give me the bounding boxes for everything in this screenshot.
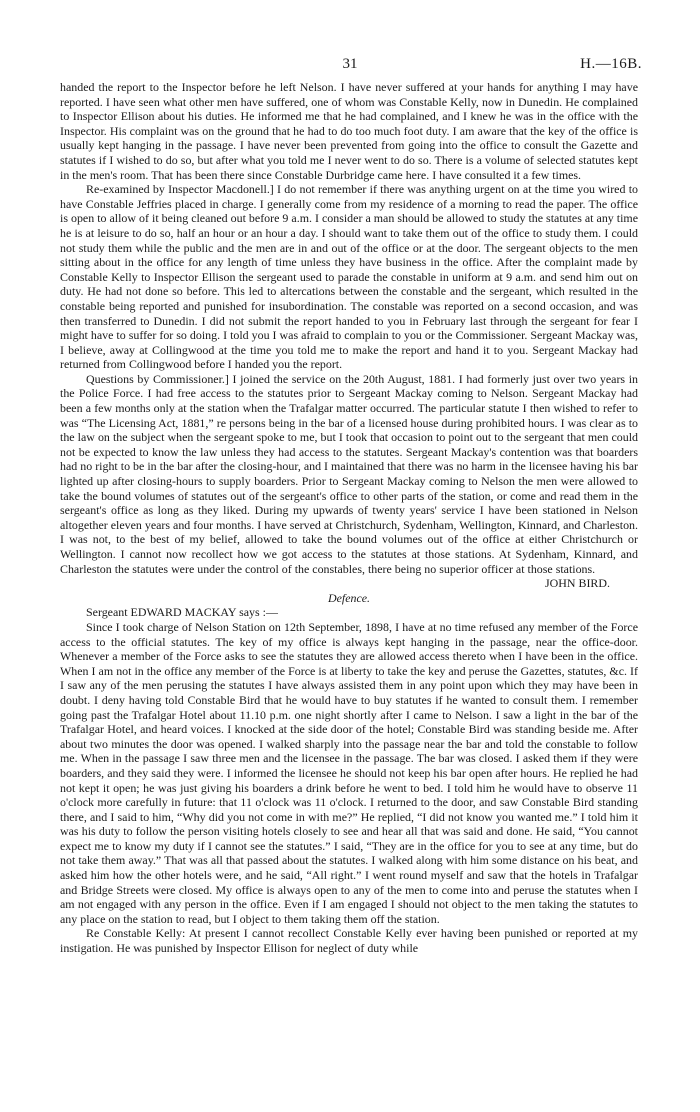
document-body: [60, 80, 638, 956]
signature-row: [60, 576, 638, 591]
paragraph-speaker: Sergeant EDWARD MACKAY says :—: [86, 605, 278, 620]
paragraph-re-examined: Re-examined by Inspector Macdonell.] I do not remember if there was anything urgent on at the time you wired to have Constable Jeffries placed in charge. I generally come from my residence of a morning to read the paper. The office is open to allow of it being cleaned out before 9 a.m. I consider a man should be allowed to study the statutes at any time he is at leisure to do so, half an hour or an hour a day. I should want to take them out of the office to study them. I could not study them while the public and the men are in and out of the office or at the door. The sergeant objects to the men sitting about in the office for any length of time unless they have business in the office. After the complaint made by Constable Kelly to Inspector Ellison the sergeant used to parade the constable in uniform at 9 a.m. and send him out on duty. He had not done so before. This led to altercations between the constable and the sergeant, which resulted in the constable being reported and punished for insubordination. The constable was reported on a second occasion, and was then transferred to Dunedin. I did not submit the report handed to you in February last through the sergeant for fear I might have to suffer for so doing. I told you I was afraid to complain to you or the Commissioner. Sergeant Mackay was, I believe, away at Collingwood at the time you told me to make the report and hand it to you. Sergeant Mackay had returned from Collingwood before I handed you the report.: [60, 182, 638, 372]
paragraph-1: handed the report to the Inspector before he left Nelson. I have never suffered at your hands for anything I may have reported. I have seen what other men have suffered, one of whom was Constable Kelly, now in Dunedin. He complained to Inspector Ellison about his duties. He informed me that he had complained, and I knew he was in the office with the Inspector. His complaint was on the ground that he had to do too much foot duty. I am aware that the key of the office is usually kept hanging in the passage. I have never been prevented from going into the office to consult the Gazette and statutes if I wished to do so, but after what you told me I never went to do so. There is a volume of selected statutes kept in the men's room. That has been there since Constable Durbridge came here. I have consulted it a few times.: [60, 80, 638, 182]
section-title: Defence.: [327, 590, 371, 605]
paragraph-re-kelly: Re Constable Kelly: At present I cannot recollect Constable Kelly ever having been punished or reported at my instigation. He was punished by Inspector Ellison for neglect of duty while: [60, 926, 638, 956]
signature: JOHN BIRD.: [545, 576, 610, 591]
document-reference: H.—16B.: [580, 56, 642, 72]
page-number: 31: [342, 56, 358, 72]
paragraph-questions: Questions by Commissioner.] I joined the service on the 20th August, 1881. I had formerly just over two years in the Police Force. I had free access to the statutes prior to Sergeant Mackay coming to Nelson. Sergeant Mackay had been a few months only at the station when the Trafalgar matter occurred. The particular statute I then wished to refer to was “The Licensing Act, 1881,” re persons being in the bar of a licensed house during prohibited hours. I was clear as to the law on the subject when the sergeant spoke to me, but I took that occasion to point out to the sergeant that men could not be expected to know the law unless they had access to the statutes. Sergeant Mackay's contention was that boarders had no right to be in the bar after the closing-hour, and I maintained that there was no harm in the licensee having his bar lighted up after closing-hours to supply boarders. Prior to Sergeant Mackay coming to Nelson the men were allowed to take the bound volumes of statutes out of the sergeant's office to other parts of the station, or come and read them in the sergeant's office as long as they liked. During my upwards of twenty years' service I have been stationed in Nelson altogether eleven years and four months. I have served at Christchurch, Sydenham, Wellington, Kinnard, and Charleston. I was not, to the best of my belief, allowed to take the bound volumes out of the office at either Christchurch or Wellington. I cannot now recollect how we got access to the statutes at those stations. At Sydenham, Kinnard, and Charleston the statutes were under the control of the constables, there being no superior officer at those stations.: [60, 371, 638, 576]
page-header: [60, 56, 640, 76]
paragraph-testimony: Since I took charge of Nelson Station on 12th September, 1898, I have at no time refused any member of the Force access to the official statutes. The key of my office is always kept hanging in the passage, near the office-door. Whenever a member of the Force asks to see the statutes they are allowed access thereto when I have been in the office. When I am not in the office any member of the Force is at liberty to take the key and peruse the Gazettes, statutes, &c. If I saw any of the men perusing the statutes I have always assisted them in any point upon which they may have been in doubt. I deny having told Constable Bird that he would have to buy statutes if he wanted to consult them. I remember going past the Trafalgar Hotel about 11.10 p.m. one night shortly after I came to Nelson. I saw a light in the bar of the Trafalgar Hotel, and heard voices. I knocked at the side door of the hotel; Constable Bird was standing beside me. After about two minutes the door was opened. I walked sharply into the passage near the bar and told the constable to follow me. When in the passage I saw three men and the licensee in the passage. The bar was closed. I asked them if they were boarders, and they said they were. I informed the licensee he should not keep his bar open after hours. He replied he had not kept it open; he was just giving his boarders a drink before he went to bed. I told him he would have to observe 11 o'clock more carefully in future: that 11 o'clock was 11 o'clock. I returned to the door, and saw Constable Bird standing there, and I said to him, “Why did you not come in with me?” He replied, “I did not know you wanted me.” I told him it was his duty to follow the person visiting hotels closely to see and hear all that was said and done. He said, “You cannot expect me to know my duty if I cannot see the statutes.” I said, “They are in the office for you to see at any time, but do not take them away.” That was all that passed about the statutes. I walked along with him some distance on his beat, and asked him how the other hotels were, and he said, “All right.” I went round myself and saw that the hotels in Trafalgar and Bridge Streets were closed. My office is always open to any of the men to come into and peruse the statutes when I am not engaged with any person in the office. Even if I am engaged I should not object to the men taking the statutes to any place on the station to read, but I object to them taking them off the station.: [60, 619, 638, 926]
